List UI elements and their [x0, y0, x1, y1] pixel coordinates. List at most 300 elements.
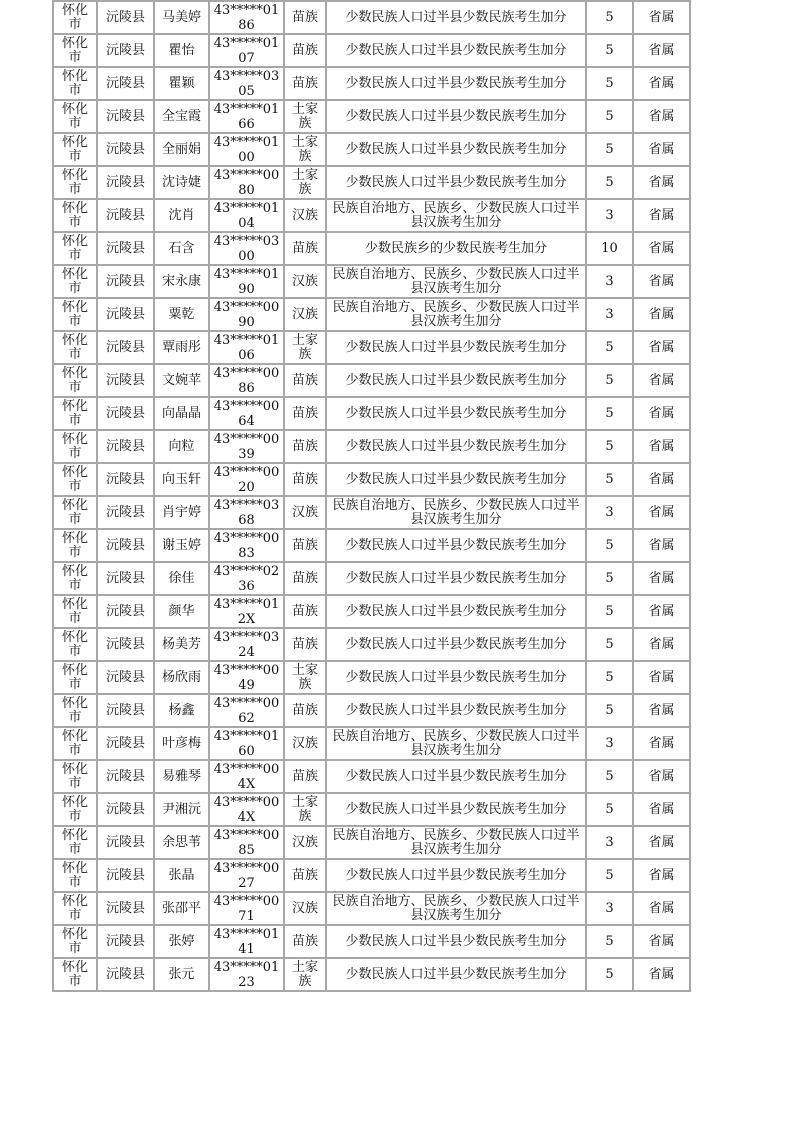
level-cell: 省属	[633, 661, 690, 694]
id-number-cell	[209, 925, 284, 958]
city-cell	[53, 595, 97, 628]
city-cell	[53, 958, 97, 991]
county-cell: 沅陵县	[97, 496, 154, 529]
city-cell-text: 怀化市	[61, 497, 88, 527]
ethnicity-cell-text: 土家族	[291, 101, 318, 131]
bonus-reason-cell-text: 少数民族人口过半县少数民族考生加分	[345, 108, 567, 124]
id-number-cell	[209, 826, 284, 859]
ethnicity-cell	[284, 727, 326, 760]
county-cell: 沅陵县	[97, 793, 154, 826]
table-row	[53, 463, 690, 496]
level-cell: 省属	[633, 298, 690, 331]
bonus-reason-cell	[326, 892, 586, 925]
table-row	[53, 793, 690, 826]
city-cell-text: 怀化市	[61, 959, 88, 989]
name-cell: 杨欣雨	[154, 661, 209, 694]
city-cell	[53, 760, 97, 793]
ethnicity-cell-text: 土家族	[291, 794, 318, 824]
bonus-points-cell: 5	[586, 133, 633, 166]
county-cell: 沅陵县	[97, 265, 154, 298]
city-cell	[53, 892, 97, 925]
ethnicity-cell	[284, 925, 326, 958]
table-row	[53, 826, 690, 859]
bonus-reason-cell	[326, 298, 586, 331]
city-cell	[53, 397, 97, 430]
id-number-cell-text: 43*****0186	[213, 2, 280, 33]
city-cell-text: 怀化市	[61, 398, 88, 428]
level-cell: 省属	[633, 430, 690, 463]
ethnicity-cell-text: 汉族	[291, 834, 318, 850]
county-cell: 沅陵县	[97, 331, 154, 364]
level-cell: 省属	[633, 199, 690, 232]
county-cell: 沅陵县	[97, 628, 154, 661]
bonus-reason-cell	[326, 727, 586, 760]
name-cell: 粟乾	[154, 298, 209, 331]
id-number-cell-text: 43*****004X	[213, 794, 280, 825]
bonus-reason-cell	[326, 496, 586, 529]
id-number-cell	[209, 199, 284, 232]
id-number-cell	[209, 694, 284, 727]
name-cell: 张晶	[154, 859, 209, 892]
bonus-reason-cell	[326, 529, 586, 562]
level-cell: 省属	[633, 397, 690, 430]
id-number-cell	[209, 166, 284, 199]
county-cell: 沅陵县	[97, 1, 154, 34]
bonus-reason-cell	[326, 166, 586, 199]
bonus-reason-cell-text: 少数民族人口过半县少数民族考生加分	[345, 537, 567, 553]
bonus-reason-cell	[326, 694, 586, 727]
bonus-points-table	[52, 0, 691, 992]
ethnicity-cell-text: 汉族	[291, 306, 318, 322]
name-cell: 肖宇婷	[154, 496, 209, 529]
bonus-points-cell: 5	[586, 661, 633, 694]
county-cell: 沅陵县	[97, 661, 154, 694]
table-row	[53, 199, 690, 232]
ethnicity-cell	[284, 496, 326, 529]
level-cell: 省属	[633, 562, 690, 595]
ethnicity-cell-text: 苗族	[291, 933, 318, 949]
city-cell	[53, 826, 97, 859]
city-cell	[53, 199, 97, 232]
bonus-reason-cell-text: 少数民族人口过半县少数民族考生加分	[345, 702, 567, 718]
county-cell: 沅陵县	[97, 397, 154, 430]
ethnicity-cell-text: 苗族	[291, 768, 318, 784]
city-cell-text: 怀化市	[61, 827, 88, 857]
bonus-points-cell: 3	[586, 826, 633, 859]
ethnicity-cell-text: 汉族	[291, 504, 318, 520]
county-cell: 沅陵县	[97, 760, 154, 793]
bonus-reason-cell	[326, 397, 586, 430]
id-number-cell	[209, 34, 284, 67]
level-cell: 省属	[633, 694, 690, 727]
bonus-points-cell: 5	[586, 793, 633, 826]
bonus-reason-cell-text: 民族自治地方、民族乡、少数民族人口过半县汉族考生加分	[332, 728, 580, 758]
id-number-cell	[209, 1, 284, 34]
city-cell	[53, 793, 97, 826]
id-number-cell-text: 43*****0104	[213, 200, 280, 231]
bonus-reason-cell	[326, 760, 586, 793]
bonus-reason-cell	[326, 595, 586, 628]
county-cell: 沅陵县	[97, 529, 154, 562]
ethnicity-cell-text: 苗族	[291, 702, 318, 718]
ethnicity-cell-text: 苗族	[291, 9, 318, 25]
id-number-cell	[209, 430, 284, 463]
bonus-reason-cell	[326, 793, 586, 826]
county-cell: 沅陵县	[97, 199, 154, 232]
bonus-reason-cell	[326, 1, 586, 34]
ethnicity-cell	[284, 694, 326, 727]
bonus-reason-cell-text: 少数民族人口过半县少数民族考生加分	[345, 42, 567, 58]
city-cell	[53, 1, 97, 34]
city-cell	[53, 463, 97, 496]
name-cell: 徐佳	[154, 562, 209, 595]
id-number-cell	[209, 364, 284, 397]
bonus-reason-cell-text: 民族自治地方、民族乡、少数民族人口过半县汉族考生加分	[332, 497, 580, 527]
city-cell	[53, 925, 97, 958]
county-cell: 沅陵县	[97, 958, 154, 991]
ethnicity-cell-text: 苗族	[291, 42, 318, 58]
county-cell: 沅陵县	[97, 727, 154, 760]
county-cell: 沅陵县	[97, 133, 154, 166]
county-cell: 沅陵县	[97, 892, 154, 925]
city-cell	[53, 496, 97, 529]
bonus-points-cell: 10	[586, 232, 633, 265]
name-cell: 余思苇	[154, 826, 209, 859]
city-cell-text: 怀化市	[61, 266, 88, 296]
ethnicity-cell-text: 土家族	[291, 662, 318, 692]
id-number-cell	[209, 859, 284, 892]
county-cell: 沅陵县	[97, 925, 154, 958]
id-number-cell	[209, 727, 284, 760]
bonus-points-cell: 5	[586, 67, 633, 100]
bonus-reason-cell-text: 民族自治地方、民族乡、少数民族人口过半县汉族考生加分	[332, 266, 580, 296]
bonus-points-cell: 5	[586, 430, 633, 463]
city-cell-text: 怀化市	[61, 893, 88, 923]
city-cell	[53, 331, 97, 364]
county-cell: 沅陵县	[97, 595, 154, 628]
bonus-reason-cell-text: 少数民族人口过半县少数民族考生加分	[345, 174, 567, 190]
id-number-cell-text: 43*****0107	[213, 35, 280, 66]
id-number-cell-text: 43*****0166	[213, 101, 280, 132]
table-row	[53, 727, 690, 760]
name-cell: 易雅琴	[154, 760, 209, 793]
level-cell: 省属	[633, 496, 690, 529]
ethnicity-cell	[284, 760, 326, 793]
id-number-cell	[209, 298, 284, 331]
city-cell-text: 怀化市	[61, 926, 88, 956]
bonus-reason-cell-text: 少数民族人口过半县少数民族考生加分	[345, 405, 567, 421]
bonus-reason-cell	[326, 265, 586, 298]
ethnicity-cell-text: 土家族	[291, 332, 318, 362]
bonus-points-cell: 3	[586, 199, 633, 232]
ethnicity-cell	[284, 34, 326, 67]
bonus-reason-cell-text: 少数民族乡的少数民族考生加分	[364, 240, 547, 256]
city-cell-text: 怀化市	[61, 530, 88, 560]
id-number-cell-text: 43*****0086	[213, 365, 280, 396]
bonus-reason-cell-text: 民族自治地方、民族乡、少数民族人口过半县汉族考生加分	[332, 200, 580, 230]
bonus-reason-cell	[326, 430, 586, 463]
city-cell-text: 怀化市	[61, 761, 88, 791]
ethnicity-cell-text: 土家族	[291, 134, 318, 164]
city-cell-text: 怀化市	[61, 695, 88, 725]
bonus-points-cell: 5	[586, 1, 633, 34]
table-row	[53, 166, 690, 199]
table-row	[53, 595, 690, 628]
ethnicity-cell	[284, 793, 326, 826]
ethnicity-cell	[284, 232, 326, 265]
id-number-cell	[209, 67, 284, 100]
ethnicity-cell-text: 土家族	[291, 959, 318, 989]
bonus-reason-cell-text: 民族自治地方、民族乡、少数民族人口过半县汉族考生加分	[332, 827, 580, 857]
id-number-cell	[209, 793, 284, 826]
ethnicity-cell	[284, 133, 326, 166]
table-row	[53, 529, 690, 562]
ethnicity-cell-text: 苗族	[291, 438, 318, 454]
county-cell: 沅陵县	[97, 826, 154, 859]
table-row	[53, 232, 690, 265]
name-cell: 沈肖	[154, 199, 209, 232]
table-row	[53, 298, 690, 331]
ethnicity-cell	[284, 265, 326, 298]
name-cell: 叶彦梅	[154, 727, 209, 760]
bonus-reason-cell-text: 少数民族人口过半县少数民族考生加分	[345, 636, 567, 652]
id-number-cell	[209, 628, 284, 661]
ethnicity-cell	[284, 562, 326, 595]
bonus-reason-cell-text: 少数民族人口过半县少数民族考生加分	[345, 801, 567, 817]
county-cell: 沅陵县	[97, 694, 154, 727]
ethnicity-cell-text: 土家族	[291, 167, 318, 197]
id-number-cell-text: 43*****0141	[213, 926, 280, 957]
bonus-reason-cell	[326, 133, 586, 166]
bonus-points-cell: 5	[586, 34, 633, 67]
ethnicity-cell	[284, 67, 326, 100]
bonus-reason-cell	[326, 463, 586, 496]
city-cell	[53, 133, 97, 166]
name-cell: 向玉轩	[154, 463, 209, 496]
city-cell	[53, 166, 97, 199]
id-number-cell-text: 43*****0368	[213, 497, 280, 528]
ethnicity-cell	[284, 628, 326, 661]
ethnicity-cell-text: 苗族	[291, 372, 318, 388]
name-cell: 石含	[154, 232, 209, 265]
table-row	[53, 67, 690, 100]
city-cell-text: 怀化市	[61, 629, 88, 659]
name-cell: 全宝霞	[154, 100, 209, 133]
table-row	[53, 430, 690, 463]
level-cell: 省属	[633, 133, 690, 166]
ethnicity-cell	[284, 166, 326, 199]
id-number-cell	[209, 397, 284, 430]
level-cell: 省属	[633, 364, 690, 397]
level-cell: 省属	[633, 331, 690, 364]
id-number-cell-text: 43*****0071	[213, 893, 280, 924]
city-cell	[53, 727, 97, 760]
bonus-points-cell: 3	[586, 892, 633, 925]
id-number-cell	[209, 892, 284, 925]
bonus-reason-cell	[326, 661, 586, 694]
bonus-reason-cell-text: 少数民族人口过半县少数民族考生加分	[345, 339, 567, 355]
table-row	[53, 331, 690, 364]
table-row	[53, 265, 690, 298]
level-cell: 省属	[633, 826, 690, 859]
level-cell: 省属	[633, 595, 690, 628]
city-cell-text: 怀化市	[61, 299, 88, 329]
ethnicity-cell	[284, 364, 326, 397]
level-cell: 省属	[633, 529, 690, 562]
bonus-points-cell: 5	[586, 529, 633, 562]
bonus-points-cell: 5	[586, 166, 633, 199]
table-row	[53, 925, 690, 958]
id-number-cell-text: 43*****0085	[213, 827, 280, 858]
ethnicity-cell	[284, 1, 326, 34]
id-number-cell	[209, 463, 284, 496]
county-cell: 沅陵县	[97, 34, 154, 67]
name-cell: 全丽娟	[154, 133, 209, 166]
city-cell-text: 怀化市	[61, 563, 88, 593]
county-cell: 沅陵县	[97, 364, 154, 397]
city-cell	[53, 232, 97, 265]
level-cell: 省属	[633, 760, 690, 793]
city-cell-text: 怀化市	[61, 233, 88, 263]
id-number-cell-text: 43*****0020	[213, 464, 280, 495]
level-cell: 省属	[633, 100, 690, 133]
table-row	[53, 694, 690, 727]
bonus-reason-cell	[326, 859, 586, 892]
ethnicity-cell	[284, 958, 326, 991]
level-cell: 省属	[633, 1, 690, 34]
ethnicity-cell-text: 汉族	[291, 900, 318, 916]
bonus-points-cell: 5	[586, 628, 633, 661]
city-cell-text: 怀化市	[61, 134, 88, 164]
bonus-reason-cell	[326, 364, 586, 397]
table-row	[53, 859, 690, 892]
id-number-cell-text: 43*****0190	[213, 266, 280, 297]
bonus-points-cell: 5	[586, 595, 633, 628]
level-cell: 省属	[633, 892, 690, 925]
level-cell: 省属	[633, 727, 690, 760]
bonus-reason-cell	[326, 331, 586, 364]
bonus-points-cell: 3	[586, 298, 633, 331]
table-row	[53, 661, 690, 694]
level-cell: 省属	[633, 166, 690, 199]
id-number-cell-text: 43*****0160	[213, 728, 280, 759]
city-cell-text: 怀化市	[61, 200, 88, 230]
bonus-reason-cell-text: 少数民族人口过半县少数民族考生加分	[345, 141, 567, 157]
table-row	[53, 34, 690, 67]
id-number-cell-text: 43*****0027	[213, 860, 280, 891]
table-row	[53, 496, 690, 529]
city-cell	[53, 562, 97, 595]
ethnicity-cell	[284, 331, 326, 364]
city-cell-text: 怀化市	[61, 365, 88, 395]
city-cell	[53, 661, 97, 694]
city-cell	[53, 694, 97, 727]
ethnicity-cell	[284, 661, 326, 694]
bonus-reason-cell-text: 少数民族人口过半县少数民族考生加分	[345, 9, 567, 25]
bonus-reason-cell	[326, 958, 586, 991]
id-number-cell-text: 43*****004X	[213, 761, 280, 792]
city-cell	[53, 430, 97, 463]
id-number-cell	[209, 133, 284, 166]
bonus-reason-cell-text: 民族自治地方、民族乡、少数民族人口过半县汉族考生加分	[332, 299, 580, 329]
name-cell: 张元	[154, 958, 209, 991]
level-cell: 省属	[633, 958, 690, 991]
bonus-reason-cell	[326, 34, 586, 67]
id-number-cell-text: 43*****0039	[213, 431, 280, 462]
city-cell-text: 怀化市	[61, 728, 88, 758]
bonus-points-cell: 5	[586, 463, 633, 496]
ethnicity-cell	[284, 463, 326, 496]
name-cell: 沈诗婕	[154, 166, 209, 199]
ethnicity-cell	[284, 892, 326, 925]
id-number-cell	[209, 331, 284, 364]
id-number-cell	[209, 562, 284, 595]
id-number-cell	[209, 958, 284, 991]
bonus-reason-cell-text: 少数民族人口过半县少数民族考生加分	[345, 438, 567, 454]
name-cell: 文婉苹	[154, 364, 209, 397]
ethnicity-cell-text: 苗族	[291, 570, 318, 586]
bonus-reason-cell-text: 少数民族人口过半县少数民族考生加分	[345, 471, 567, 487]
id-number-cell-text: 43*****0064	[213, 398, 280, 429]
city-cell-text: 怀化市	[61, 68, 88, 98]
id-number-cell	[209, 265, 284, 298]
bonus-reason-cell-text: 少数民族人口过半县少数民族考生加分	[345, 75, 567, 91]
city-cell-text: 怀化市	[61, 662, 88, 692]
id-number-cell	[209, 496, 284, 529]
level-cell: 省属	[633, 925, 690, 958]
id-number-cell	[209, 760, 284, 793]
table-body	[53, 1, 690, 991]
name-cell: 瞿颖	[154, 67, 209, 100]
ethnicity-cell	[284, 529, 326, 562]
city-cell	[53, 100, 97, 133]
name-cell: 颜华	[154, 595, 209, 628]
id-number-cell-text: 43*****0305	[213, 68, 280, 99]
bonus-reason-cell-text: 少数民族人口过半县少数民族考生加分	[345, 372, 567, 388]
bonus-points-cell: 5	[586, 859, 633, 892]
bonus-points-cell: 5	[586, 397, 633, 430]
level-cell: 省属	[633, 67, 690, 100]
ethnicity-cell	[284, 397, 326, 430]
county-cell: 沅陵县	[97, 562, 154, 595]
ethnicity-cell	[284, 430, 326, 463]
table-row	[53, 133, 690, 166]
ethnicity-cell-text: 苗族	[291, 471, 318, 487]
name-cell: 向晶晶	[154, 397, 209, 430]
city-cell-text: 怀化市	[61, 101, 88, 131]
name-cell: 杨美芳	[154, 628, 209, 661]
ethnicity-cell-text: 苗族	[291, 636, 318, 652]
ethnicity-cell-text: 苗族	[291, 405, 318, 421]
ethnicity-cell	[284, 298, 326, 331]
county-cell: 沅陵县	[97, 232, 154, 265]
level-cell: 省属	[633, 34, 690, 67]
bonus-reason-cell	[326, 100, 586, 133]
bonus-reason-cell	[326, 232, 586, 265]
bonus-points-cell: 5	[586, 562, 633, 595]
city-cell	[53, 529, 97, 562]
bonus-reason-cell-text: 少数民族人口过半县少数民族考生加分	[345, 768, 567, 784]
table-row	[53, 892, 690, 925]
ethnicity-cell-text: 苗族	[291, 537, 318, 553]
city-cell	[53, 265, 97, 298]
ethnicity-cell	[284, 826, 326, 859]
level-cell: 省属	[633, 265, 690, 298]
name-cell: 张婷	[154, 925, 209, 958]
city-cell-text: 怀化市	[61, 35, 88, 65]
level-cell: 省属	[633, 628, 690, 661]
id-number-cell	[209, 661, 284, 694]
